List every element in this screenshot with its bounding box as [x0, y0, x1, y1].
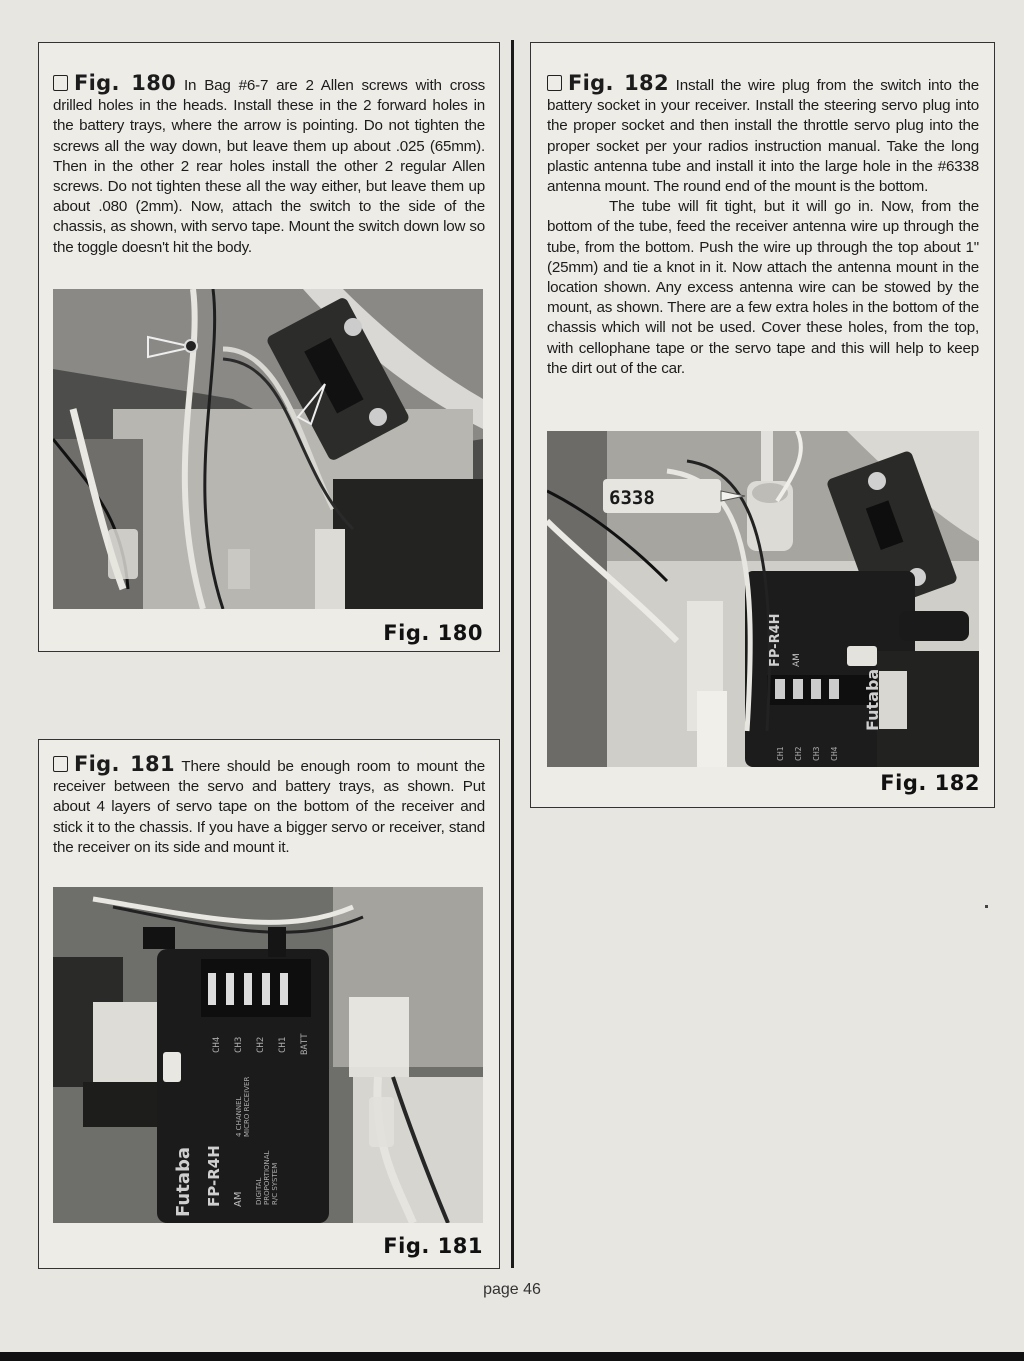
fig181-desc5: R/C SYSTEM: [271, 1162, 279, 1205]
fig181-ch2-label: CH2: [256, 1036, 266, 1053]
fig180-panel: [38, 42, 500, 652]
fig181-desc4: PROPORTIONAL: [263, 1150, 271, 1205]
page-number: page 46: [483, 1281, 541, 1298]
fig182-panel: [530, 42, 995, 808]
fig180-text: In Bag #6-7 are 2 Allen screws with cross drilled holes in the heads. Install these in the 2 forward holes in the battery trays, where the arrow is pointing. Do not tighten the screws all the way down, but leave them up about .025 (65mm). Then in the other 2 rear holes install the other 2 regular Allen screws. Do not tighten these all the way either, but leave them up about .080 (2mm). Now, attach the switch to the side of the chassis, as shown, with servo tape. Mount the switch down low so the toggle doesn't hit the body.: [53, 77, 485, 256]
fig182-photo: [547, 431, 979, 767]
fig180-checkbox[interactable]: [53, 75, 68, 91]
fig181-brand-label: Futaba: [173, 1147, 194, 1217]
fig182-am-label: AM: [792, 653, 802, 667]
fig180-photo: [53, 289, 483, 609]
fig182-text-1: Install the wire plug from the switch into the battery socket in your receiver. Install the steering servo plug into the proper socket and then install the throttle servo plug into the proper socket per your radios instruction manual. Take the long plastic antenna tube and install it into the large hole in the #6338 antenna mount. The round end of the mount is the bottom.: [547, 77, 979, 196]
fig180-caption: Fig. 180: [383, 621, 483, 645]
fig181-ch1-label: CH1: [278, 1036, 288, 1053]
scan-bottom-edge: [0, 1352, 1024, 1361]
fig182-ch4-label: CH4: [830, 746, 839, 761]
fig181-model-label: FP-R4H: [205, 1145, 223, 1207]
column-divider: [511, 40, 514, 1268]
fig181-instructions: [53, 754, 485, 858]
fig182-ch3-label: CH3: [812, 746, 821, 761]
fig181-ch3-label: CH3: [234, 1036, 244, 1053]
fig181-photo: [53, 887, 483, 1223]
fig182-heading: Fig. 182: [568, 71, 669, 95]
scan-speck: [985, 905, 988, 908]
fig181-batt-label: BATT: [300, 1033, 310, 1055]
fig181-desc1: 4 CHANNEL: [235, 1096, 243, 1137]
fig181-am-label: AM: [233, 1191, 244, 1207]
fig182-ch2-label: CH2: [794, 746, 803, 761]
fig182-ch1-label: CH1: [776, 746, 785, 761]
fig180-instructions: [53, 73, 485, 258]
fig181-heading: Fig. 181: [74, 752, 175, 776]
fig182-caption: Fig. 182: [880, 771, 980, 795]
fig180-heading: Fig. 180: [74, 71, 177, 95]
fig181-panel: [38, 739, 500, 1269]
fig181-desc3: DIGITAL: [255, 1177, 263, 1205]
fig182-brand-label: Futaba: [863, 668, 882, 731]
fig181-desc2: MICRO RECEIVER: [243, 1076, 251, 1137]
fig181-checkbox[interactable]: [53, 756, 68, 772]
fig182-model-label: FP-R4H: [768, 613, 783, 667]
fig182-checkbox[interactable]: [547, 75, 562, 91]
fig181-text: There should be enough room to mount the receiver between the servo and battery trays, as shown. Put about 4 layers of servo tape on the bottom of the receiver and stick it to the chassis. If you have a bigger servo or receiver, stand the receiver on its side and mount it.: [53, 758, 485, 856]
fig182-text-2: The tube will fit tight, but it will go in. Now, from the bottom of the tube, feed the receiver antenna wire up through the tube, from the bottom. Push the wire up through the top about 1" (25mm) and tie a knot in it. Now attach the antenna mount in the location shown. Any excess antenna wire can be stowed by the mount, as shown. There are a few extra holes in the bottom of the chassis which will not be used. Cover these holes, from the top, with cellophane tape or the servo tape and this will help to keep the dirt out of the car.: [547, 198, 979, 377]
fig181-caption: Fig. 181: [383, 1234, 483, 1258]
fig182-part-label: 6338: [609, 487, 655, 509]
fig182-instructions: [547, 73, 979, 379]
fig181-ch4-label: CH4: [212, 1036, 222, 1053]
